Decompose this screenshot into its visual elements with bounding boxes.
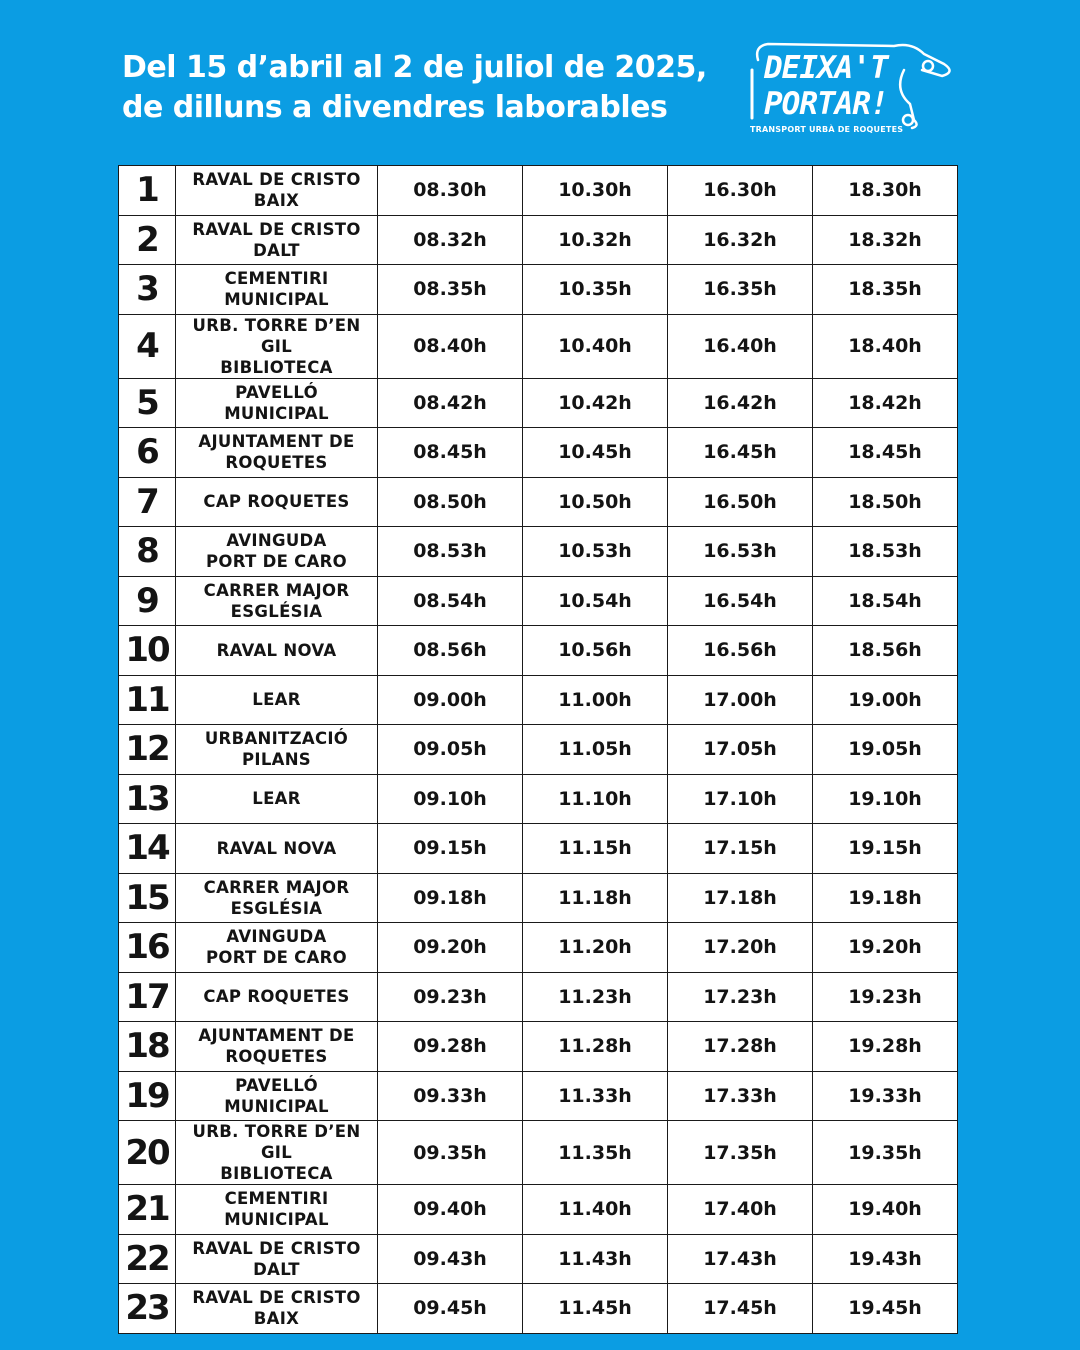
stop-number: 5 — [119, 378, 176, 428]
departure-time: 09.43h — [378, 1234, 523, 1284]
stop-name: URBANITZACIÓ PILANS — [176, 725, 378, 775]
stop-number: 3 — [119, 265, 176, 315]
departure-time: 09.28h — [378, 1022, 523, 1072]
stop-number: 8 — [119, 527, 176, 577]
departure-time: 17.33h — [668, 1071, 813, 1121]
departure-time: 18.30h — [813, 166, 958, 216]
departure-time: 18.53h — [813, 527, 958, 577]
departure-time: 11.45h — [523, 1284, 668, 1334]
departure-time: 16.32h — [668, 215, 813, 265]
departure-time: 16.53h — [668, 527, 813, 577]
departure-time: 11.40h — [523, 1185, 668, 1235]
stop-number: 20 — [119, 1121, 176, 1185]
departure-time: 16.45h — [668, 428, 813, 478]
departure-time: 09.45h — [378, 1284, 523, 1334]
departure-time: 10.35h — [523, 265, 668, 315]
table-row — [119, 378, 958, 428]
departure-time: 19.00h — [813, 675, 958, 725]
departure-time: 09.33h — [378, 1071, 523, 1121]
stop-number: 11 — [119, 675, 176, 725]
departure-time: 10.54h — [523, 576, 668, 626]
departure-time: 19.35h — [813, 1121, 958, 1185]
departure-time: 17.28h — [668, 1022, 813, 1072]
table-row — [119, 1234, 958, 1284]
departure-time: 10.50h — [523, 477, 668, 527]
stop-number: 19 — [119, 1071, 176, 1121]
departure-time: 11.18h — [523, 873, 668, 923]
stop-number: 6 — [119, 428, 176, 478]
stop-name: CAP ROQUETES — [176, 972, 378, 1022]
stop-name: RAVAL DE CRISTO BAIX — [176, 1284, 378, 1334]
departure-time: 11.35h — [523, 1121, 668, 1185]
stop-name: CARRER MAJOR ESGLÉSIA — [176, 576, 378, 626]
table-row — [119, 873, 958, 923]
stop-name: RAVAL NOVA — [176, 626, 378, 676]
departure-time: 19.15h — [813, 824, 958, 874]
departure-time: 16.50h — [668, 477, 813, 527]
table-row — [119, 1022, 958, 1072]
table-row — [119, 527, 958, 577]
departure-time: 08.54h — [378, 576, 523, 626]
departure-time: 17.35h — [668, 1121, 813, 1185]
departure-time: 19.33h — [813, 1071, 958, 1121]
departure-time: 18.54h — [813, 576, 958, 626]
stop-name: LEAR — [176, 774, 378, 824]
table-row — [119, 626, 958, 676]
table-row — [119, 1071, 958, 1121]
stop-name: AJUNTAMENT DE ROQUETES — [176, 1022, 378, 1072]
departure-time: 09.20h — [378, 923, 523, 973]
departure-time: 09.40h — [378, 1185, 523, 1235]
stop-name: URB. TORRE D’EN GIL BIBLIOTECA — [176, 1121, 378, 1185]
logo-line-2: PORTAR! — [764, 86, 888, 122]
departure-time: 09.18h — [378, 873, 523, 923]
table-row — [119, 972, 958, 1022]
stop-number: 4 — [119, 314, 176, 378]
timetable-body — [119, 166, 958, 1334]
stop-number: 18 — [119, 1022, 176, 1072]
departure-time: 19.23h — [813, 972, 958, 1022]
departure-time: 18.35h — [813, 265, 958, 315]
departure-time: 16.40h — [668, 314, 813, 378]
departure-time: 08.35h — [378, 265, 523, 315]
stop-number: 2 — [119, 215, 176, 265]
stop-number: 23 — [119, 1284, 176, 1334]
table-row — [119, 265, 958, 315]
departure-time: 18.50h — [813, 477, 958, 527]
stop-name: CEMENTIRI MUNICIPAL — [176, 1185, 378, 1235]
stop-number: 16 — [119, 923, 176, 973]
stop-name: PAVELLÓ MUNICIPAL — [176, 378, 378, 428]
departure-time: 16.42h — [668, 378, 813, 428]
title-line-1: Del 15 d’abril al 2 de juliol de 2025, — [122, 50, 707, 85]
table-row — [119, 1284, 958, 1334]
departure-time: 18.56h — [813, 626, 958, 676]
title-line-2: de dilluns a divendres laborables — [122, 90, 668, 125]
table-row — [119, 314, 958, 378]
logo-line-1: DEIXA'T — [764, 50, 888, 86]
departure-time: 17.05h — [668, 725, 813, 775]
table-row — [119, 428, 958, 478]
departure-time: 10.30h — [523, 166, 668, 216]
table-row — [119, 824, 958, 874]
departure-time: 19.45h — [813, 1284, 958, 1334]
table-row — [119, 675, 958, 725]
departure-time: 11.28h — [523, 1022, 668, 1072]
stop-number: 10 — [119, 626, 176, 676]
departure-time: 18.40h — [813, 314, 958, 378]
stop-name: AVINGUDA PORT DE CARO — [176, 527, 378, 577]
stop-name: RAVAL DE CRISTO DALT — [176, 1234, 378, 1284]
stop-number: 1 — [119, 166, 176, 216]
stop-number: 22 — [119, 1234, 176, 1284]
stop-number: 15 — [119, 873, 176, 923]
stop-name: LEAR — [176, 675, 378, 725]
stop-name: AVINGUDA PORT DE CARO — [176, 923, 378, 973]
departure-time: 17.23h — [668, 972, 813, 1022]
departure-time: 17.20h — [668, 923, 813, 973]
stop-number: 9 — [119, 576, 176, 626]
departure-time: 17.18h — [668, 873, 813, 923]
departure-time: 10.40h — [523, 314, 668, 378]
departure-time: 10.56h — [523, 626, 668, 676]
departure-time: 19.18h — [813, 873, 958, 923]
table-row — [119, 923, 958, 973]
departure-time: 19.10h — [813, 774, 958, 824]
departure-time: 08.50h — [378, 477, 523, 527]
stop-name: CAP ROQUETES — [176, 477, 378, 527]
departure-time: 11.00h — [523, 675, 668, 725]
logo — [744, 40, 954, 140]
departure-time: 08.42h — [378, 378, 523, 428]
departure-time: 09.35h — [378, 1121, 523, 1185]
table-row — [119, 1185, 958, 1235]
departure-time: 09.15h — [378, 824, 523, 874]
departure-time: 11.33h — [523, 1071, 668, 1121]
departure-time: 11.43h — [523, 1234, 668, 1284]
stop-number: 17 — [119, 972, 176, 1022]
stop-name: CARRER MAJOR ESGLÉSIA — [176, 873, 378, 923]
departure-time: 16.54h — [668, 576, 813, 626]
table-row — [119, 166, 958, 216]
departure-time: 10.53h — [523, 527, 668, 577]
departure-time: 19.40h — [813, 1185, 958, 1235]
stop-number: 7 — [119, 477, 176, 527]
stop-number: 13 — [119, 774, 176, 824]
departure-time: 09.10h — [378, 774, 523, 824]
table-row — [119, 576, 958, 626]
departure-time: 16.56h — [668, 626, 813, 676]
page-title — [122, 48, 707, 128]
table-row — [119, 774, 958, 824]
departure-time: 16.35h — [668, 265, 813, 315]
departure-time: 18.45h — [813, 428, 958, 478]
departure-time: 11.23h — [523, 972, 668, 1022]
departure-time: 19.05h — [813, 725, 958, 775]
departure-time: 09.05h — [378, 725, 523, 775]
timetable — [118, 165, 958, 1334]
departure-time: 08.32h — [378, 215, 523, 265]
departure-time: 10.42h — [523, 378, 668, 428]
table-row — [119, 725, 958, 775]
departure-time: 17.00h — [668, 675, 813, 725]
departure-time: 17.40h — [668, 1185, 813, 1235]
departure-time: 11.15h — [523, 824, 668, 874]
departure-time: 10.32h — [523, 215, 668, 265]
logo-subtitle: TRANSPORT URBÀ DE ROQUETES — [750, 125, 904, 134]
stop-name: URB. TORRE D’EN GIL BIBLIOTECA — [176, 314, 378, 378]
stop-name: RAVAL DE CRISTO BAIX — [176, 166, 378, 216]
departure-time: 17.10h — [668, 774, 813, 824]
departure-time: 17.15h — [668, 824, 813, 874]
stop-number: 14 — [119, 824, 176, 874]
departure-time: 08.56h — [378, 626, 523, 676]
stop-name: RAVAL DE CRISTO DALT — [176, 215, 378, 265]
departure-time: 08.30h — [378, 166, 523, 216]
departure-time: 10.45h — [523, 428, 668, 478]
departure-time: 09.00h — [378, 675, 523, 725]
departure-time: 09.23h — [378, 972, 523, 1022]
departure-time: 16.30h — [668, 166, 813, 216]
departure-time: 17.43h — [668, 1234, 813, 1284]
stop-name: PAVELLÓ MUNICIPAL — [176, 1071, 378, 1121]
departure-time: 18.42h — [813, 378, 958, 428]
departure-time: 11.10h — [523, 774, 668, 824]
departure-time: 11.20h — [523, 923, 668, 973]
table-row — [119, 215, 958, 265]
departure-time: 08.53h — [378, 527, 523, 577]
departure-time: 08.40h — [378, 314, 523, 378]
stop-number: 21 — [119, 1185, 176, 1235]
departure-time: 08.45h — [378, 428, 523, 478]
table-row — [119, 1121, 958, 1185]
stop-name: RAVAL NOVA — [176, 824, 378, 874]
departure-time: 18.32h — [813, 215, 958, 265]
departure-time: 19.20h — [813, 923, 958, 973]
stop-number: 12 — [119, 725, 176, 775]
departure-time: 19.43h — [813, 1234, 958, 1284]
stop-name: AJUNTAMENT DE ROQUETES — [176, 428, 378, 478]
departure-time: 11.05h — [523, 725, 668, 775]
departure-time: 17.45h — [668, 1284, 813, 1334]
departure-time: 19.28h — [813, 1022, 958, 1072]
table-row — [119, 477, 958, 527]
stop-name: CEMENTIRI MUNICIPAL — [176, 265, 378, 315]
